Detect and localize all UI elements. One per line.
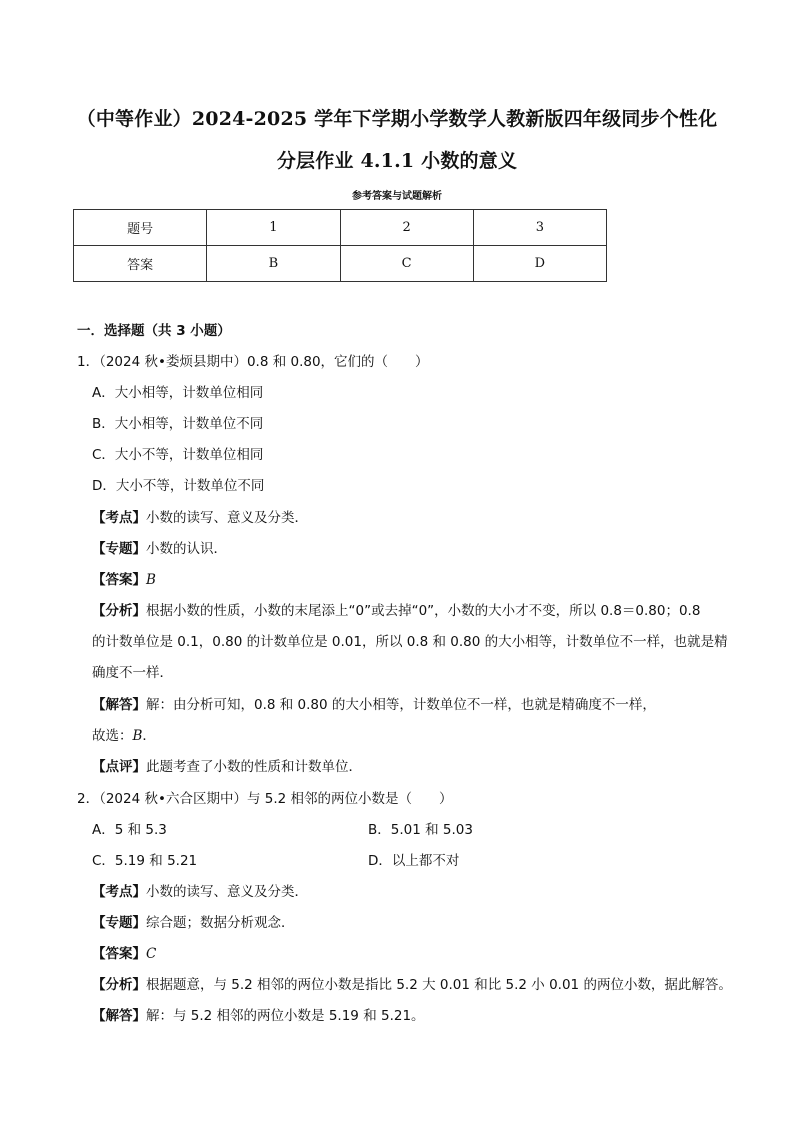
question-1-zhuanti [92,537,227,557]
fenxi-text: 根据题意，与 5.2 相邻的两位小数是指比 5.2 大 0.01 和比 5.2 小 0.01 的两位小数，据此解答。 [146,977,732,993]
fenxi-tag: 【分析】 [92,977,146,993]
section-heading: 一．选择题（共 3 小题） [77,323,231,339]
question-1-kaodian [92,506,308,526]
question-1-comment [92,755,362,775]
question-2-stem: 2．（2024 秋•六合区期中）与 5.2 相邻的两位小数是（ ） [77,791,453,807]
question-2-analysis [92,973,732,993]
answer-table-answer-cell: B [207,246,340,282]
document-title-line2: 分层作业 4.1.1 小数的意义 [276,150,518,172]
zhuanti-text: 综合题；数据分析观念． [146,915,295,931]
zhuanti-text: 小数的认识． [146,541,227,557]
answer-table-answer-row [74,246,607,282]
question-2-option-d: D．以上都不对 [368,853,460,869]
answer-table-number-cell: 2 [340,210,473,246]
kaodian-tag: 【考点】 [92,510,146,526]
question-1-solution [92,693,656,713]
guxuan-end: ． [142,728,156,744]
question-1-option-c: C．大小不等，计数单位相同 [92,447,264,463]
question-1-option-a: A．大小相等，计数单位相同 [92,385,264,401]
daan-tag: 【答案】 [92,572,146,588]
kaodian-text: 小数的读写、意义及分类． [146,510,308,526]
daan-value: C [146,946,157,962]
question-2-option-b: B．5.01 和 5.03 [368,822,473,838]
answer-table-header-label: 题号 [74,210,207,246]
jieda-text: 解：由分析可知，0.8 和 0.80 的大小相等，计数单位不一样，也就是精确度不一样， [146,697,656,713]
answer-table-answer-cell: C [340,246,473,282]
zhuanti-tag: 【专题】 [92,915,146,931]
daan-value: B [146,572,156,588]
guxuan-value: B [132,728,143,744]
answer-table [73,209,607,282]
answer-table-header-row [74,210,607,246]
guxuan-text: 故选： [92,728,133,744]
question-1-answer [92,568,156,588]
jieda-text: 解：与 5.2 相邻的两位小数是 5.19 和 5.21。 [146,1008,425,1024]
document-title-line1: （中等作业）2024-2025 学年下学期小学数学人教新版四年级同步个性化 [76,108,718,130]
answer-table-number-cell: 3 [473,210,606,246]
answer-table-answer-cell: D [473,246,606,282]
answer-table-answer-label: 答案 [74,246,207,282]
question-1-analysis-line1 [92,599,700,619]
question-2-zhuanti [92,911,295,931]
question-1-analysis-line3: 确度不一样． [92,665,173,681]
dianping-text: 此题考查了小数的性质和计数单位． [146,759,362,775]
question-2-solution [92,1004,425,1024]
question-2-answer [92,942,156,962]
jieda-tag: 【解答】 [92,1008,146,1024]
question-2-option-c: C．5.19 和 5.21 [92,853,198,869]
question-1-stem: 1．（2024 秋•娄烦县期中）0.8 和 0.80，它们的（ ） [77,354,429,370]
question-1-option-d: D．大小不等，计数单位不同 [92,478,265,494]
fenxi-text: 根据小数的性质，小数的末尾添上“0”或去掉“0”，小数的大小才不变，所以 0.8＝0.80；0.8 [146,603,701,619]
jieda-tag: 【解答】 [92,697,146,713]
fenxi-tag: 【分析】 [92,603,146,619]
question-2-option-a: A．5 和 5.3 [92,822,167,838]
document-subtitle: 参考答案与试题解析 [352,191,442,202]
question-1-analysis-line2: 的计数单位是 0.1，0.80 的计数单位是 0.01，所以 0.8 和 0.80 的大小相等，计数单位不一样，也就是精 [92,634,728,650]
zhuanti-tag: 【专题】 [92,541,146,557]
question-1-choice [92,724,156,744]
answer-table-number-cell: 1 [207,210,340,246]
dianping-tag: 【点评】 [92,759,146,775]
question-2-kaodian [92,880,308,900]
kaodian-tag: 【考点】 [92,884,146,900]
daan-tag: 【答案】 [92,946,146,962]
question-1-option-b: B．大小相等，计数单位不同 [92,416,264,432]
kaodian-text: 小数的读写、意义及分类． [146,884,308,900]
